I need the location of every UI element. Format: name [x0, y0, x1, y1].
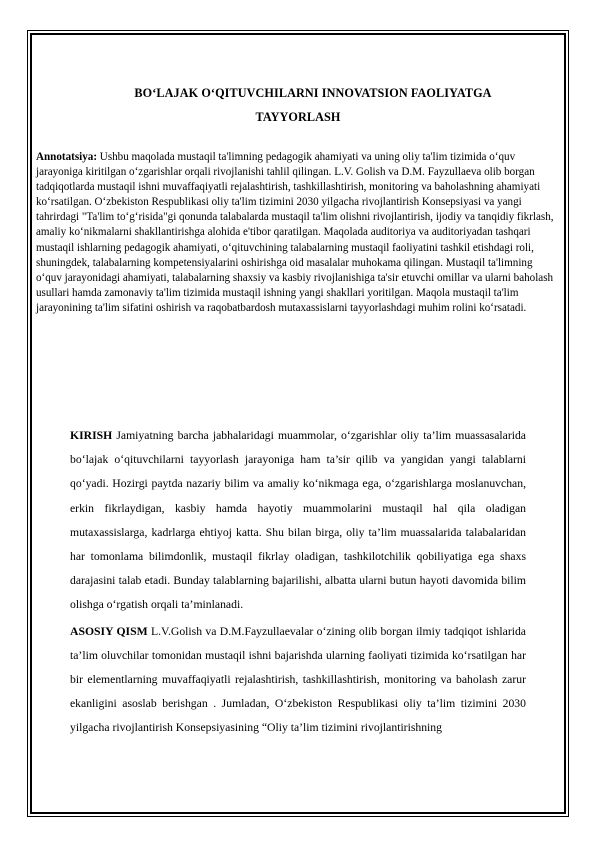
intro-text: Jamiyatning barcha jabhalaridagi muammolar, oʻzgarishlar oliy ta’lim muassasalarida boʻlajak oʻqituvchilarni tayyorlash jarayoniga ham ta’sir qilib va yangidan yangi talablarni qoʻyadi. Hozirgi paytda nazariy bilim va amaliy koʻnikmaga ega, oʻzgarishlarga moslanuvchan, erkin fikrlaydigan, kasbiy hamda hayotiy muammolarini mustaqil hal qila oladigan mutaxassislarga, kadrlarga ehtiyoj katta. Shu bilan birga, oliy ta’lim muassalarida talabalaridan har tomonlama bilimdonlik, mustaqil fikrlay oladigan, tashkilotchilik qobiliyatiga ega shaxs darajasini talab etadi. Bunday talablarning bajarilishi, albatta ularni butun hayoti davomida bilim olishga oʻrgatish orqali ta’minlanadi. — [70, 429, 526, 612]
article-title: BOʻLAJAK OʻQITUVCHILARNI INNOVATSION FAOLIYATGA — [134, 86, 492, 100]
main-paragraph — [70, 620, 526, 741]
abstract — [36, 150, 558, 316]
article-title-continued: TAYYORLASH — [255, 110, 341, 124]
abstract-text: Ushbu maqolada mustaqil ta'limning pedagogik ahamiyati va uning oliy ta'lim tizimida oʻquv jarayoniga kiritilgan oʻzgarishlar orqali rivojlanishi tahlil qilingan. L.V. Golish va D.M. Fayzullaeva olib borgan tadqiqotlarda mustaqil ishni muvaffaqiyatli rejalashtirish, tashkillashtirish, monitoring va baholashning ahamiyati koʻrsatilgan. Oʻzbekiston Respublikasi oliy ta'lim tizimini 2030 yilgacha rivojlantirish Konsepsiyasi va yangi tahrirdagi "Ta'lim toʻgʻrisida"gi qonunda talabalarda mustaqil ta'lim olishni rivojlantirish, ijodiy va tanqidiy fikrlash, amaliy koʻnikmalarni shakllantirishga alohida e'tibor qaratilgan. Maqolada auditoriya va auditoriyadan tashqari mustaqil ishlarning pedagogik ahamiyati, oʻqituvchining talabalarning mustaqil faoliyatini tashkil etishdagi roli, shuningdek, talabalarning kompetensiyalarini oshirishga oid masalalar muhokama qilingan. Mustaqil ta'limning oʻquv jarayonidagi ahamiyati, talabalarning shaxsiy va kasbiy rivojlanishiga ta'sir etuvchi omillar va ularni baholash usullari hamda zamonaviy ta'lim tizimida mustaqil ishning yangi shakllari yoritilgan. Maqola mustaqil ta'lim jarayonining ta'lim sifatini oshirish va raqobatbardosh mutaxassislarni tayyorlashdagi muhim rolini koʻrsatadi. — [36, 151, 554, 314]
abstract-label: Annotatsiya: — [36, 151, 98, 163]
article-body — [70, 424, 526, 741]
intro-paragraph — [70, 424, 526, 618]
main-text: L.V.Golish va D.M.Fayzullaevalar oʻzining olib borgan ilmiy tadqiqot ishlarida ta’lim oluvchilar tomonidan mustaqil ishni bajarishda ularning faoliyati tizimida koʻrsatilgan har bir elementlarning muvaffaqiyatli rejalashtirish, tashkillashtirish, monitoring va baholash zarur ekanligini asoslab berishgan . Jumladan, Oʻzbekiston Respublikasi oliy ta’lim tizimini 2030 yilgacha rivojlantirish Konsepsiyasining “Oliy ta’lim tizimini rivojlantirishning — [70, 624, 526, 735]
main-heading: ASOSIY QISM — [70, 624, 148, 638]
intro-heading: KIRISH — [70, 429, 113, 442]
